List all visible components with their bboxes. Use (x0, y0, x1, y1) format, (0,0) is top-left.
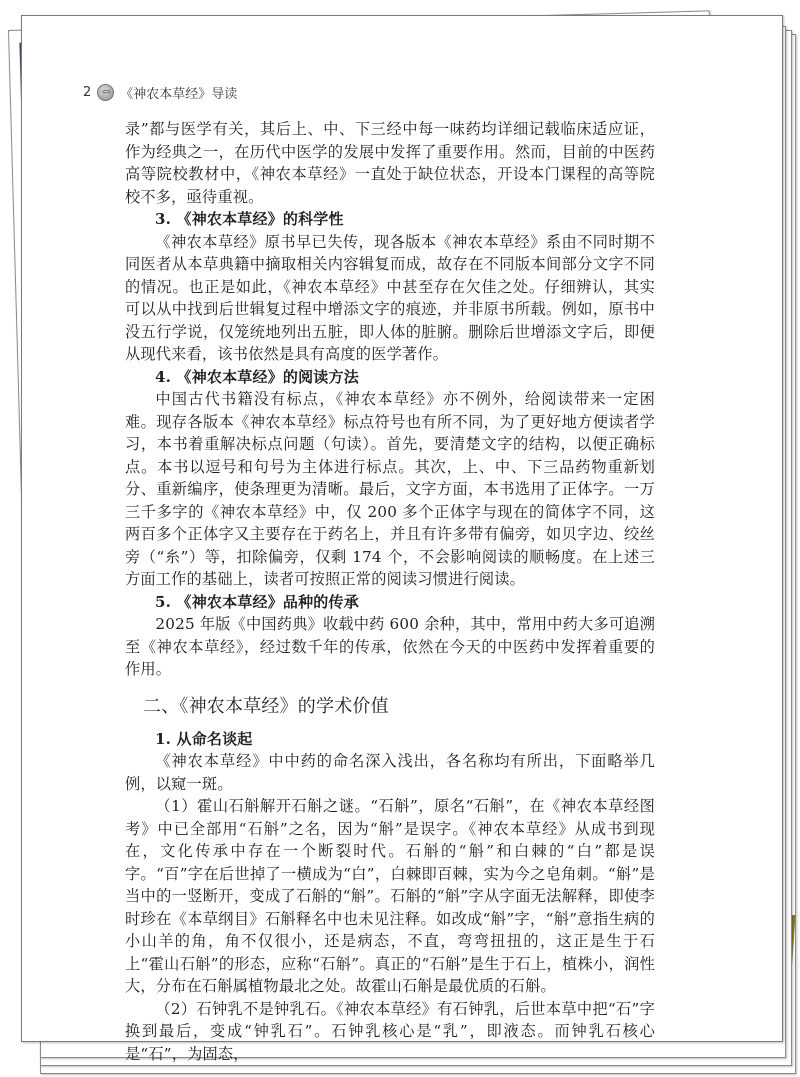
page-number: 2 (83, 85, 92, 100)
running-head (83, 83, 237, 102)
paragraph: 《神农本草经》中中药的命名深入浅出，各名称均有所出，下面略举几例，以窥一斑。 (125, 752, 655, 793)
paragraph: （1）霍山石斛解开石斛之谜。“石斛”，原名“石斛”，在《神农本草经图考》中已全部用“石斛”之名，因为“斛”是误字。《神农本草经》从成书到现在，文化传承中存在一个断裂时代。石斛的“斛”和白棘的“白”都是误字。“百”字在后世掉了一横成为“白”，白棘即百棘，实为今之皂角刺。“斛”是当中的一竖断开，变成了石斛的“斛”。石斛的“斛”字从字面无法解释，即使李时珍在《本草纲目》石斛释名中也未见注释。如改成“斛”字，“斛”意指生病的小山羊的角，角不仅很小，还是病态，不直，弯弯扭扭的，这正是生于石上“霍山石斛”的形态，应称“石斛”。真正的“石斛”是生于石上，植株小，润性大，分布在石斛属植物最北之处。故霍山石斛是最优质的石斛。 (125, 797, 655, 995)
paragraph: 2025 年版《中国药典》收载中药 600 余种，其中，常用中药大多可追溯至《神农本草经》，经过数千年的传承，依然在今天的中医药中发挥着重要的作用。 (125, 615, 655, 678)
running-head-title: 《神农本草经》导读 (120, 87, 238, 102)
paragraph: （2）石钟乳不是钟乳石。《神农本草经》有石钟乳，后世本草中把“石”字换到最后，变成“钟乳石”。石钟乳核心是“乳”，即液态。而钟乳石核心是“石”，为固态， (125, 999, 655, 1063)
subheading-5: 5. 《神农本草经》品种的传承 (155, 592, 359, 611)
subheading-4: 4. 《神农本草经》的阅读方法 (155, 367, 359, 386)
subheading-3: 3. 《神农本草经》的科学性 (155, 210, 344, 228)
section-heading: 二、《神农本草经》的学术价值 (143, 695, 389, 717)
body-text (125, 118, 655, 1065)
paragraph: 《神农本草经》原书早已失传，现各版本《神农本草经》系由不同时期不同医者从本草典籍中摘取相关内容辑复而成，故存在不同版本间部分文字不同的情况。也正是如此，《神农本草经》中甚至存在欠佳之处。仔细辨认，其实可以从中找到后世辑复过程中增添文字的痕迹，并非原书所载。例如，原书中没五行学说，仅笼统地列出五脏，即人体的脏腑。删除后世增添文字后，即便从现代来看，该书依然是具有高度的医学著作。 (125, 232, 655, 363)
back-arrow-icon[interactable]: ⇦ (97, 84, 114, 101)
paragraph: 录”都与医学有关，其后上、中、下三经中每一味药均详细记载临床适应证，作为经典之一，在历代中医学的发展中发挥了重要作用。然而，目前的中医药高等院校教材中，《神农本草经》一直处于缺位状态，开设本门课程的高等院校不多，亟待重视。 (125, 120, 655, 206)
paragraph: 中国古代书籍没有标点，《神农本草经》亦不例外，给阅读带来一定困难。现存各版本《神农本草经》标点符号也有所不同，为了更好地方便读者学习，本书着重解决标点问题（句读）。首先，要清楚文字的结构，以便正确标点。本书以逗号和句号为主体进行标点。其次，上、中、下三品药物重新划分、重新编序，使条理更为清晰。最后，文字方面，本书选用了正体字。一万三千多字的《神农本草经》中，仅 200 多个正体字与现在的简体字不同，这两百多个正体字又主要存在于药名上，并且有许多带有偏旁，如贝字边、绞丝旁（“糸”）等，扣除偏旁，仅剩 174 个，不会影响阅读的顺畅度。在上述三方面工作的基础上，读者可按照正常的阅读习惯进行阅读。 (125, 390, 655, 588)
subheading-1: 1. 从命名谈起 (155, 729, 253, 748)
book-page (21, 15, 781, 1063)
